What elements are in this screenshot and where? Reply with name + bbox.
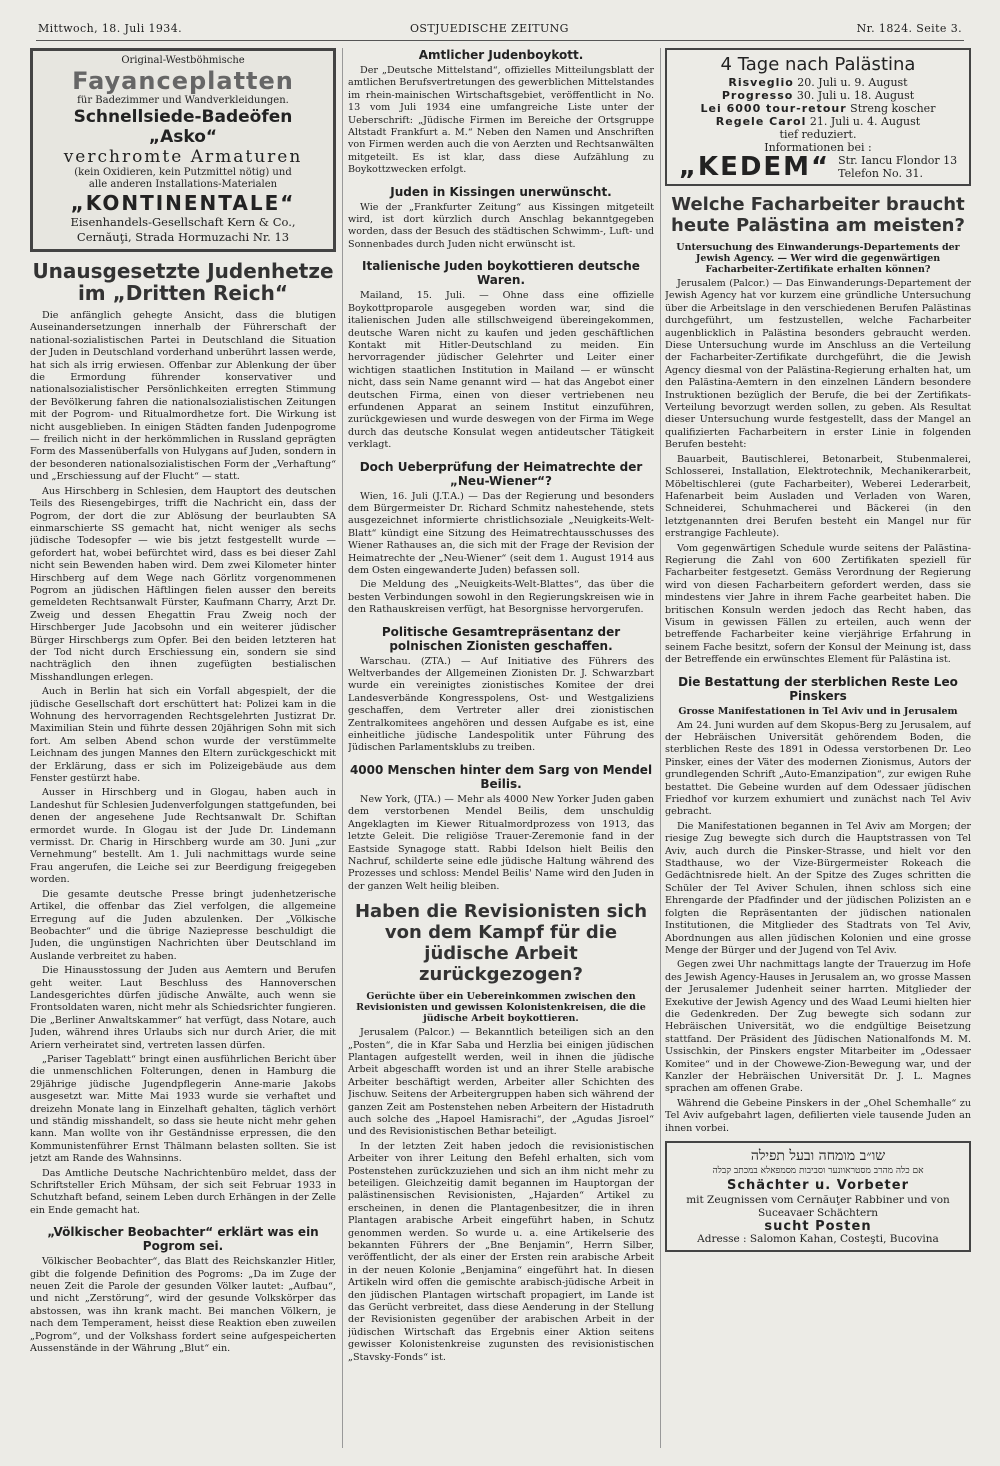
column-middle bbox=[348, 48, 654, 1458]
article-paragraph: Während die Gebeine Pinskers in der „Ohel Schemhalle“ zu Tel Aviv aufgebahrt lagen, defilierten viele tausende Juden an ihnen vorbei. bbox=[665, 1097, 971, 1134]
ad-address: Str. Iancu Flondor 13 bbox=[838, 154, 958, 167]
article-paragraph: Vom gegenwärtigen Schedule wurde seitens der Palästina-Regierung die Zahl von 600 Zertifikaten speziell für Facharbeiter festgesetzt. Gemäss Verordnung der Regierung wird von diesen Facharbeitern gefordert werden, dass sie mindestens vier Jahre in ihrem Fache gearbeitet haben. Die britischen Konsuln werden jedoch das Recht haben, das Visum in gewissen Fällen zu erteilen, auch wenn der betreffende Facharbeiter keine vierjährige Erfahrung in seinem Fache besitzt, sofern der Konsul der Meinung ist, dass der Betreffende ein erwünschtes Element für Palästina ist. bbox=[665, 542, 971, 666]
article-paragraph: Wie der „Frankfurter Zeitung“ aus Kissingen mitgeteilt wird, ist dort kürzlich durch Anschlag bekanntgegeben worden, dass der Besuch des städtischen Schwimm-, Luft- und Sonnenbades durch Juden nicht erwünscht ist. bbox=[348, 201, 654, 250]
ad-line: Eisenhandels-Gesellschaft Kern & Co., bbox=[70, 215, 296, 229]
ad-headline: Schächter u. Vorbeter bbox=[726, 1178, 909, 1193]
article-paragraph: Auch in Berlin hat sich ein Vorfall abgespielt, der die jüdische Gesellschaft dort erschüttert hat: Polizei kam in die Wohnung des hervorragenden Rechtsgelehrten Justizrat Dr. Maximilian Stein und führte dessen 20jährigen Sohn mit sich fort. Am selben Abend schon wurde der verstümmelte Leichnam des jungen Mannes den Eltern zurückgeschickt mit der Erklärung, dass er sich im Polizeigebäude aus dem Fenster gestürzt habe. bbox=[30, 686, 336, 785]
article-headline: Italienische Juden boykottieren deutsche Waren. bbox=[362, 259, 640, 288]
ad-row: Regele Carol 21. Juli u. 4. August bbox=[715, 115, 921, 128]
article-subtitle: Gerüchte über ein Uebereinkommen zwischen den Revisionisten und gewissen Kolonistenkreisen, die die jüdische Arbeit boykottieren. bbox=[356, 991, 646, 1025]
advertisement-kontinentale bbox=[30, 48, 336, 252]
article-paragraph: Gegen zwei Uhr nachmittags langte der Trauerzug im Hofe des Jewish Agency-Hauses in Jerusalem an, wo grosse Massen der Jerusalemer Judenheit seiner harrten. Mitglieder der Exekutive der Jewish Agency und des Waad Leumi hielten hier die Gedenkreden. Der Zug bewegte sich sodann zur Hebräischen Universität, wo die endgültige Beisetzung stattfand. Der Präsident des Jüdischen Nationalfonds M. M. Ussischkin, der Pinskers engster Mitarbeiter im „Odessaer Komitee“ und in der Chowewe-Zion-Bewegung war, und der Kanzler der Hebräischen Universität Dr. J. L. Magnes sprachen am offenen Grabe. bbox=[665, 959, 971, 1095]
column-divider bbox=[342, 48, 343, 1448]
ad-line: Original-Westböhmische bbox=[121, 55, 245, 66]
ad-line: (kein Oxidieren, kein Putzmittel nötig) und bbox=[74, 167, 292, 178]
article-paragraph: „Pariser Tageblatt“ bringt einen ausführlichen Bericht über die unmenschlichen Folterungen, denen in Hamburg die 29jährige jüdische Jugendpflegerin Anne-marie Jakobs ausgesetzt war. Mitte Mai 1933 wurde sie verhaftet und dreizehn Monate lang in Einzelhaft gehalten, täglich verhört und ständig misshandelt, so dass sie heute nicht mehr gehen kann. Man wollte von ihr Geständnisse erpressen, die den Kommunistenführer Ernst Thälmann belasten sollten. Sie ist jetzt am Rande des Wahnsinns. bbox=[30, 1053, 336, 1165]
article-headline: Welche Facharbeiter braucht heute Palästina am meisten? bbox=[671, 194, 965, 236]
article-headline: Die Bestattung der sterblichen Reste Leo Pinskers bbox=[678, 674, 958, 703]
ad-line: Schnellsiede-Badeöfen „Asko“ bbox=[73, 107, 293, 147]
ad-line: mit Zeugnissen vom Cernăuţer Rabbiner und von bbox=[686, 1194, 950, 1206]
article-paragraph: Am 24. Juni wurden auf dem Skopus-Berg zu Jerusalem, auf der Hebräischen Universität gehörendem Boden, die sterblichen Reste des 1891 in Odessa verstorbenen Dr. Leo Pinsker, eines der Väter des modernen Zionismus, Autors der grundlegenden Schrift „Auto-Emanzipation“, zur ewigen Ruhe bestattet. Die Gebeine wurden auf dem Odessaer jüdischen Friedhof vor kurzem exhumiert und zunächst nach Tel Aviv gebracht. bbox=[665, 719, 971, 818]
ad-company: „KONTINENTALE“ bbox=[70, 191, 296, 215]
header-issue: Nr. 1824. Seite 3. bbox=[856, 22, 962, 35]
article-paragraph: Warschau. (ZTA.) — Auf Initiative des Führers des Weltverbandes der Allgemeinen Zionisten Dr. J. Schwarzbart wurde ein vereinigtes zionistisches Komitee der drei Landesverbände Kongresspolens, Ost- und Westgaliziens geschaffen, dem Vertreter aller drei zionistischen Zentralkomitees angehören und dessen Aufgabe es ist, eine einheitliche jüdische Landespolitik unter Führung des Jüdischen Parlamentsklubs zu treiben. bbox=[348, 655, 654, 754]
ad-kedem-row bbox=[675, 151, 961, 182]
article-paragraph: Jerusalem (Palcor.) — Das Einwanderungs-Departement der Jewish Agency hat vor kurzem eine gründliche Untersuchung über die Arbeitslage in den verschiedenen Berufen Palästinas durchgeführt, um festzustellen, welche Facharbeiter augenblicklich in Palästina besonders gebraucht werden. Diese Untersuchung wurde im Anschluss an die Verteilung der Facharbeiter-Zertifikate durchgeführt, die die Jewish Agency diesmal von der Palästina-Regierung erhalten hat, um den Palästina-Aemtern in den einzelnen Ländern besondere Instruktionen bezüglich der Berufe, die bei der Zertifikats-Verteilung bevorzugt werden sollen, zu geben. Als Resultat dieser Untersuchung wurde festgestellt, dass der Mangel an qualifizierten Facharbeitern in erster Linie in folgenden Berufen besteht: bbox=[665, 278, 971, 451]
header-rule bbox=[36, 40, 964, 41]
header-title: OSTJUEDISCHE ZEITUNG bbox=[410, 22, 569, 35]
column-right bbox=[665, 48, 971, 1458]
ad-line: Suceavaer Schächtern bbox=[757, 1207, 879, 1219]
ad-headline: Fayanceplatten bbox=[72, 67, 294, 95]
ad-address: Adresse : Salomon Kahan, Costeşti, Bucovina bbox=[697, 1233, 939, 1245]
ad-phone: Telefon No. 31. bbox=[838, 167, 923, 180]
ad-row: Risveglio 20. Juli u. 9. August bbox=[728, 76, 908, 89]
article-paragraph: Mailand, 15. Juli. — Ohne dass eine offizielle Boykottproparole ausgegeben worden war, sind die italienischen Juden alle stillschweigend übereingekommen, deutsche Waren nicht zu kaufen und jeden geschäftlichen Kontakt mit Hitler-Deutschland zu meiden. Ein hervorragender jüdischer Gelehrter und Leiter einer wichtigen staatlichen Institution in Mailand — er wünscht nicht, dass sein Name genannt wird — hat das Angebot einer deutschen Firma, einen von dieser vertriebenen neu erfundenen Apparat an seinem Institut einzuführen, zurückgewiesen und wurde deswegen von der Firma im Wege durch das deutsche Konsulat wegen antideutscher Tätigkeit verklagt. bbox=[348, 290, 654, 451]
page-header bbox=[38, 22, 962, 40]
article-headline: Politische Gesamtrepräsentanz der polnischen Zionisten geschaffen. bbox=[381, 624, 621, 653]
article-paragraph: Die anfänglich gehegte Ansicht, dass die blutigen Auseinandersetzungen innerhalb der Führerschaft der national-sozialistischen Partei in Deutschland die Situation der Juden in Deutschland vorderhand unberührt lassen werde, hat sich als irrig erwiesen. Offenbar zur Ablenkung der über die Ermordung führender konservativer und nationalsozialistischer Persönlichkeiten erregten Stimmung der Bevölkerung fahren die nationalsozialistischen Zeitungen mit der Pogrom- und Ritualmordhetze fort. Die Wirkung ist nicht ausgeblieben. In einigen Städten fanden Judenpogrome — freilich nicht in der herkömmlichen in Russland geprägten Form des Massenüberfalls von Hulygans auf Juden, sondern in der besonderen nationalsozialistischen Form der „Verhaftung“ und „Erschiessung auf der Flucht“ — statt. bbox=[30, 310, 336, 483]
article-subtitle: Grosse Manifestationen in Tel Aviv und in Jerusalem bbox=[678, 705, 958, 717]
article-paragraph: Die Hinausstossung der Juden aus Aemtern und Berufen geht weiter. Laut Beschluss des Hannoverschen Landesgerichtes dürfen jüdische Anwälte, auch wenn sie Frontsoldaten waren, nicht mehr als Schiedsrichter fungieren. Die „Berliner Anwaltskammer“ hat verfügt, dass Notare, auch Juden, während ihres Urlaubs sich nur durch Arier, die mit Ariern verheiratet sind, vertreten lassen dürfen. bbox=[30, 965, 336, 1051]
ad-row: Lei 6000 tour-retour Streng koscher bbox=[700, 102, 936, 115]
article-paragraph: Die Manifestationen begannen in Tel Aviv am Morgen; der riesige Zug bewegte sich durch die Hauptstrassen von Tel Aviv, auch durch die Pinsker-Strasse, und hielt vor den Stadthause, wo der Vize-Bürgermeister Rokeach die Gedächtnisrede hielt. An der Spitze des Zuges schritten die Schüler der Tel Aviver Schulen, ihnen schloss sich eine Ehrengarde der Pfadfinder und der jüdischen Polizisten an e folgten die Repräsentanten der jüdischen nationalen Institutionen, die Mitglieder des Stadtrats von Tel Aviv, Abordnungen aus allen jüdischen Kolonien und eine grosse Menge der Bürger und der Jugend von Tel Aviv. bbox=[665, 820, 971, 956]
column-divider bbox=[660, 48, 661, 1448]
article-paragraph: Wien, 16. Juli (J.T.A.) — Das der Regierung und besonders dem Bürgermeister Dr. Richard Schmitz nahestehende, stets ausgezeichnet informierte christlichsoziale „Neuigkeits-Welt-Blatt“ kündigt eine Sitzung des Heimatrechtausschusses des Wiener Rathauses an, die sich mit der Frage der Revision der Heimatrechte der „Neu-Wiener“ (seit dem 1. August 1914 aus dem Osten eingewanderte Juden) befassen soll. bbox=[348, 490, 654, 576]
article-paragraph: Jerusalem (Palcor.) — Bekanntlich beteiligen sich an den „Posten“, die in Kfar Saba und Herzlia bei einigen jüdischen Plantagen aufgestellt werden, weil in ihnen die jüdische Arbeit abgeschafft worden ist und an ihrer Stelle arabische Arbeiter beschäftigt werden, Arbeiter aller Schichten des Jischuw. Seitens der Arbeitergruppen haben sich während der ganzen Zeit am Postenstehen neben Arbeitern der Histadruth auch solche des „Hapoel Hamisrachi“, der „Agudas Jisroel“ und des Revisionistischen Bethar beteiligt. bbox=[348, 1027, 654, 1138]
article-paragraph: Völkischer Beobachter“, das Blatt des Reichskanzler Hitler, gibt die folgende Definition des Pogroms: „Da im Zuge der neuen Zeit die Parole der gesunden Völker lautet: „Aufbau“, und nicht „Zerstörung“, wird der gesunde Volkskörper das abstossen, was ihn krank macht. Bei manchen Völkern, je nach dem Temperament, heisst diese Reaktion eben zuweilen „Pogrom“, und der Volkshass fordert seine aufgespeicherten Aussenstände in der Währung „Blut“ ein. bbox=[30, 1256, 336, 1355]
article-paragraph: New York, (JTA.) — Mehr als 4000 New Yorker Juden gaben dem verstorbenen Mendel Beilis, dem unschuldig Angeklagten im Kiewer Ritualmordprozess von 1913, das letzte Geleit. Die religiöse Trauer-Zeremonie fand in der Eastside Synagoge statt. Rabbi Idelson hielt Beilis den Nachruf, schilderte seine edle jüdische Haltung während des Prozesses und schloss: Mendel Beilis' Name wird den Juden in der ganzen Welt heilig bleiben. bbox=[348, 793, 654, 892]
article-paragraph: Der „Deutsche Mittelstand“, offizielles Mitteilungsblatt der amtlichen Berufsvertretungen des gewerblichen Mittelstandes im rhein-mainischen Wirtschaftsgebiet, veröffentlicht in No. 13 vom Juli 1934 eine umfangreiche Liste unter der Ueberschrift: „Jüdische Firmen im Bereiche der Ortsgruppe Altstadt Frankfurt a. M.“ Neben den Namen und Anschriften von Firmen werden auch die von Aerzten und Rechtsanwälten mitgeteilt. Es ist klar, dass diese Aufzählung zu Boykottzwecken erfolgt. bbox=[348, 65, 654, 176]
ad-company: „KEDEM“ bbox=[678, 151, 831, 182]
article-headline: Haben die Revisionisten sich von dem Kampf für die jüdische Arbeit zurückgezogen? bbox=[354, 901, 648, 986]
advertisement-kedem bbox=[665, 48, 971, 186]
ad-address: Cernăuţi, Strada Hormuzachi Nr. 13 bbox=[76, 230, 290, 244]
article-paragraph: Die gesamte deutsche Presse bringt judenhetzerische Artikel, die offenbar das Ziel verfolgen, die allgemeine Erregung auf die Juden abzulenken. Der „Völkische Beobachter“ und die übrige Naziepresse beschuldigt die Juden, die ungünstigen Nachrichten über Deutschland im Auslande verbreitet zu haben. bbox=[30, 888, 336, 962]
column-left bbox=[30, 48, 336, 1458]
ad-row: Progresso 30. Juli u. 18. August bbox=[721, 89, 915, 102]
article-headline: Unausgesetzte Judenhetze im „Dritten Reich“ bbox=[32, 259, 334, 305]
article-headline: Doch Ueberprüfung der Heimatrechte der „Neu-Wiener“? bbox=[359, 459, 643, 488]
ad-headline: 4 Tage nach Palästina bbox=[720, 54, 916, 75]
article-headline: 4000 Menschen hinter dem Sarg von Mendel Beilis. bbox=[349, 762, 653, 791]
ad-line: sucht Posten bbox=[764, 1219, 872, 1234]
ad-line: Informationen bei : bbox=[764, 141, 872, 154]
article-paragraph: Aus Hirschberg in Schlesien, dem Hauptort des deutschen Teils des Riesengebirges, trifft die Nachricht ein, dass der Pogrom, der dort die zur Ablösung der beurlaubten SA einmarschierte SS gemacht hat, nicht weniger als sechs jüdische Todesopfer — wie bis jetzt festgestellt wurde — gefordert hat, wobei befürchtet wird, dass es bei dieser Zahl nicht sein Bewenden haben wird. Dem zwei Kilometer hinter Hirschberg auf dem Wege nach Görlitz vorgenommenen Pogrom an jüdischen Häftlingen fielen ausser den bereits gemeldeten Rechtsanwalt Fürster, Kaufmann Charry, Arzt Dr. Zweig und dessen Ehegattin Frau Zweig noch der Hirschberger Jude Jacobsohn und ein weiterer jüdischer Bürger Hirschbergs zum Opfer. Bei den beiden letzteren hat der Tod nicht durch Erschiessung ein, sondern sie sind nachträglich den ihnen zugefügten bestialischen Misshandlungen erlegen. bbox=[30, 485, 336, 683]
article-paragraph: Bauarbeit, Bautischlerei, Betonarbeit, Stubenmalerei, Schlosserei, Installation, Elektrotechnik, Mechanikerarbeit, Möbeltischlerei (gute Facharbeiter), Weberei Lederarbeit, Hafenarbeit beim Ausladen und Verladen von Waren, Schneiderei, Schuhmacherei und Bäckerei (in den letztgenannten drei Berufen besteht ein Mangel nur für erstrangige Fachleute). bbox=[665, 453, 971, 540]
ad-line: alle anderen Installations-Materialen bbox=[88, 179, 278, 190]
article-headline: Amtlicher Judenboykott. bbox=[418, 48, 584, 62]
article-paragraph: Ausser in Hirschberg und in Glogau, haben auch in Landeshut für Schlesien Judenverfolgungen stattgefunden, bei denen der angesehene Jude Rechtsanwalt Dr. Schiftan ermordet wurde. In Glogau ist der Jude Dr. Lindemann vermisst. Dr. Charig in Hirschberg wurde am 30. Juni „zur Vernehmung“ bestellt. Am 1. Juli nachmittags wurde seine Frau angerufen, die Leiche sei zur Beerdigung freigegeben worden. bbox=[30, 787, 336, 886]
advertisement-schaechter bbox=[665, 1141, 971, 1252]
header-date: Mittwoch, 18. Juli 1934. bbox=[38, 22, 183, 35]
article-headline: „Völkischer Beobachter“ erklärt was ein Pogrom sei. bbox=[47, 1225, 319, 1254]
article-headline: Juden in Kissingen unerwünscht. bbox=[390, 184, 612, 199]
ad-line: verchromte Armaturen bbox=[63, 147, 303, 167]
article-paragraph: In der letzten Zeit haben jedoch die revisionistischen Arbeiter von ihrer Leitung den Befehl erhalten, sich vom Postenstehen zurückzuziehen und sich an ihm nicht mehr zu beteiligen. Gleichzeitig damit begannen im Hauptorgan der palästinensischen Revisionisten, „Hajarden“ Artikel zu erscheinen, in denen die Plantagenbesitzer, die in ihren Plantagen arabische Arbeit eingeführt haben, in Schutz genommen werden. So wurde u. a. eine Artikelserie des bekannten Führers der „Bne Benjamin“, Herrn Silber, veröffentlicht, der als einer der Ersten rein arabische Arbeit in der neuen Kolonie „Benjamina“ eingeführt hat. In diesen Artikeln wird offen die gemischte arabisch-jüdische Arbeit in den jüdischen Plantagen wirtschaft propagiert, im Lande ist das Gerücht verbreitet, dass diese Aenderung in der Stellung der Revisionisten gegenüber der arabischen Arbeit in der jüdischen Wirtschaft das Ergebnis einer Aktion seitens gewisser Kolonistenkreise zugunsten des revisionistischen „Stavsky-Fonds“ ist. bbox=[348, 1140, 654, 1363]
ad-hebrew-line: אם כלה מהרב מסטראוונער וסביבות מסמפאלא במכתב קבלה bbox=[712, 1166, 924, 1176]
ad-line: tief reduziert. bbox=[779, 128, 857, 141]
ad-line: für Badezimmer und Wandverkleidungen. bbox=[77, 95, 289, 106]
article-paragraph: Das Amtliche Deutsche Nachrichtenbüro meldet, dass der Schriftsteller Erich Mühsam, der sich seit Februar 1933 in Schutzhaft befand, seinem Leben durch Erhängen in der Zelle ein Ende gemacht hat. bbox=[30, 1167, 336, 1216]
article-subtitle: Untersuchung des Einwanderungs-Departements der Jewish Agency. — Wer wird die gegenwärtigen Facharbeiter-Zertifikate erhalten können? bbox=[676, 242, 960, 275]
ad-hebrew-line: שו״ב מומחה ובעל תפילה bbox=[750, 1148, 886, 1164]
article-paragraph: Die Meldung des „Neuigkeits-Welt-Blattes“, das über die besten Verbindungen sowohl in den Regierungskreisen wie in den Rathauskreisen verfügt, hat Besorgnisse hervorgerufen. bbox=[348, 579, 654, 616]
